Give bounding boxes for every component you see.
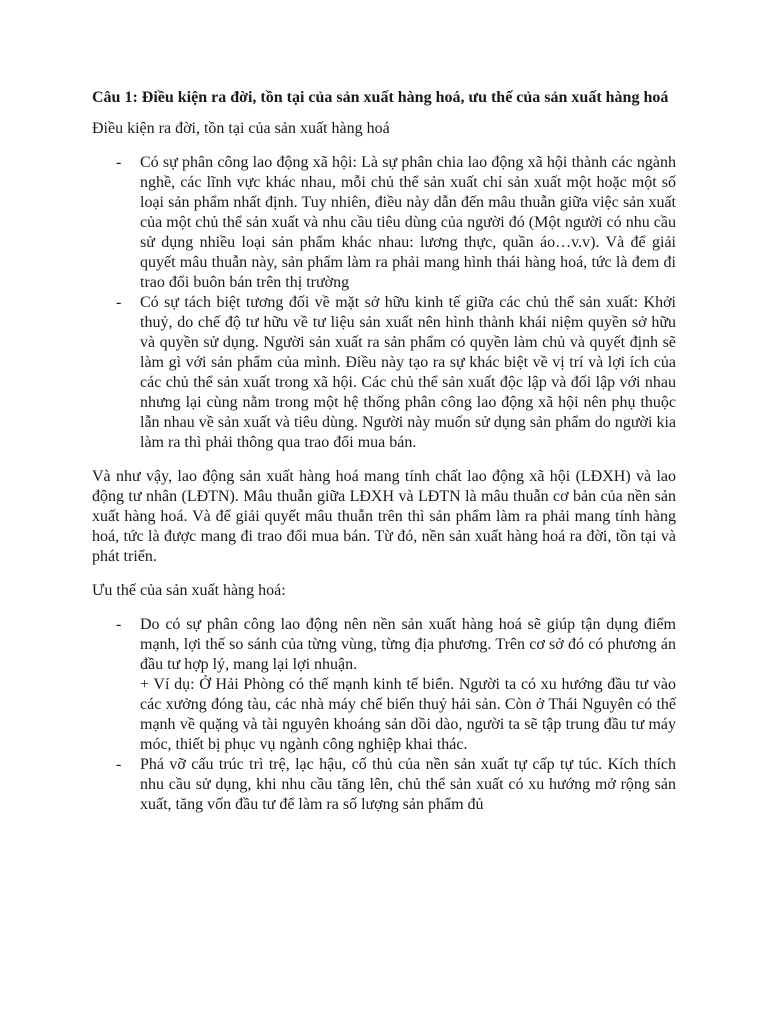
advantages-list	[92, 615, 676, 815]
dash-bullet: -	[116, 616, 122, 633]
list-item-text: Có sự phân công lao động xã hội: Là sự phân chia lao động xã hội thành các ngành nghề, các lĩnh vực khác nhau, mỗi chủ thể sản xuất chỉ sản xuất một hoặc một số loại sản phẩm nhất định. Tuy nhiên, điều này dẫn đến mâu thuẫn giữa việc sản xuất của một chủ thể sản xuất và nhu cầu tiêu dùng của người đó (Một người có nhu cầu sử dụng nhiều loại sản phẩm khác nhau: lương thực, quần áo…v.v). Và để giải quyết mâu thuẫn này, sản phẩm làm ra phải mang hình thái hàng hoá, tức là đem đi trao đổi buôn bán trên thị trường	[140, 154, 676, 291]
list-item	[92, 153, 676, 293]
list-item-text: Do có sự phân công lao động nên nền sản xuất hàng hoá sẽ giúp tận dụng điểm mạnh, lợi thế so sánh của từng vùng, từng địa phương. Trên cơ sở đó có phương án đầu tư hợp lý, mang lại lợi nhuận.	[140, 616, 676, 673]
list-item	[92, 293, 676, 453]
section-heading-advantages: Ưu thế của sản xuất hàng hoá:	[92, 582, 286, 599]
conditions-list	[92, 153, 676, 453]
dash-bullet: -	[116, 294, 122, 311]
list-item-text: Phá vỡ cấu trúc trì trệ, lạc hậu, cố thủ của nền sản xuất tự cấp tự túc. Kích thích nhu cầu sử dụng, khi nhu cầu tăng lên, chủ thể sản xuất có xu hướng mở rộng sản xuất, tăng vốn đầu tư để làm ra số lượng sản phẩm đủ	[140, 756, 676, 813]
list-item	[92, 755, 676, 815]
list-item	[92, 615, 676, 755]
summary-paragraph: Và như vậy, lao động sản xuất hàng hoá mang tính chất lao động xã hội (LĐXH) và lao động tư nhân (LĐTN). Mâu thuẫn giữa LĐXH và LĐTN là mâu thuẫn cơ bản của nền sản xuất hàng hoá. Và để giải quyết mâu thuẫn trên thì sản phẩm làm ra phải mang tính hàng hoá, tức là được mang đi trao đổi mua bán. Từ đó, nền sản xuất hàng hoá ra đời, tồn tại và phát triển.	[92, 468, 676, 565]
list-item-text: Có sự tách biệt tương đối về mặt sở hữu kinh tế giữa các chủ thể sản xuất: Khởi thuỷ, do chế độ tư hữu về tư liệu sản xuất nên hình thành khái niệm quyền sở hữu và quyền sử dụng. Người sản xuất ra sản phẩm có quyền làm chủ và quyết định sẽ làm gì với sản phẩm của mình. Điều này tạo ra sự khác biệt về vị trí và lợi ích của các chủ thể sản xuất trong xã hội. Các chủ thể sản xuất độc lập và đối lập với nhau nhưng lại cùng nằm trong một hệ thống phân công lao động xã hội nên phụ thuộc lẫn nhau về sản xuất và tiêu dùng. Người này muốn sử dụng sản phẩm do người kia làm ra thì phải thông qua trao đổi mua bán.	[140, 294, 676, 451]
section-heading-conditions: Điều kiện ra đời, tồn tại của sản xuất hàng hoá	[92, 120, 390, 137]
dash-bullet: -	[116, 756, 122, 773]
dash-bullet: -	[116, 154, 122, 171]
question-title: Câu 1: Điều kiện ra đời, tồn tại của sản xuất hàng hoá, ưu thế của sản xuất hàng hoá	[92, 89, 669, 106]
example-text: + Ví dụ: Ở Hải Phòng có thế mạnh kinh tế biển. Người ta có xu hướng đầu tư vào các xưởng đóng tàu, các nhà máy chế biến thuỷ hải sản. Còn ở Thái Nguyên có thế mạnh về quặng và tài nguyên khoáng sản dồi dào, người ta sẽ tập trung đầu tư máy móc, thiết bị phục vụ ngành công nghiệp khai thác.	[140, 676, 676, 753]
